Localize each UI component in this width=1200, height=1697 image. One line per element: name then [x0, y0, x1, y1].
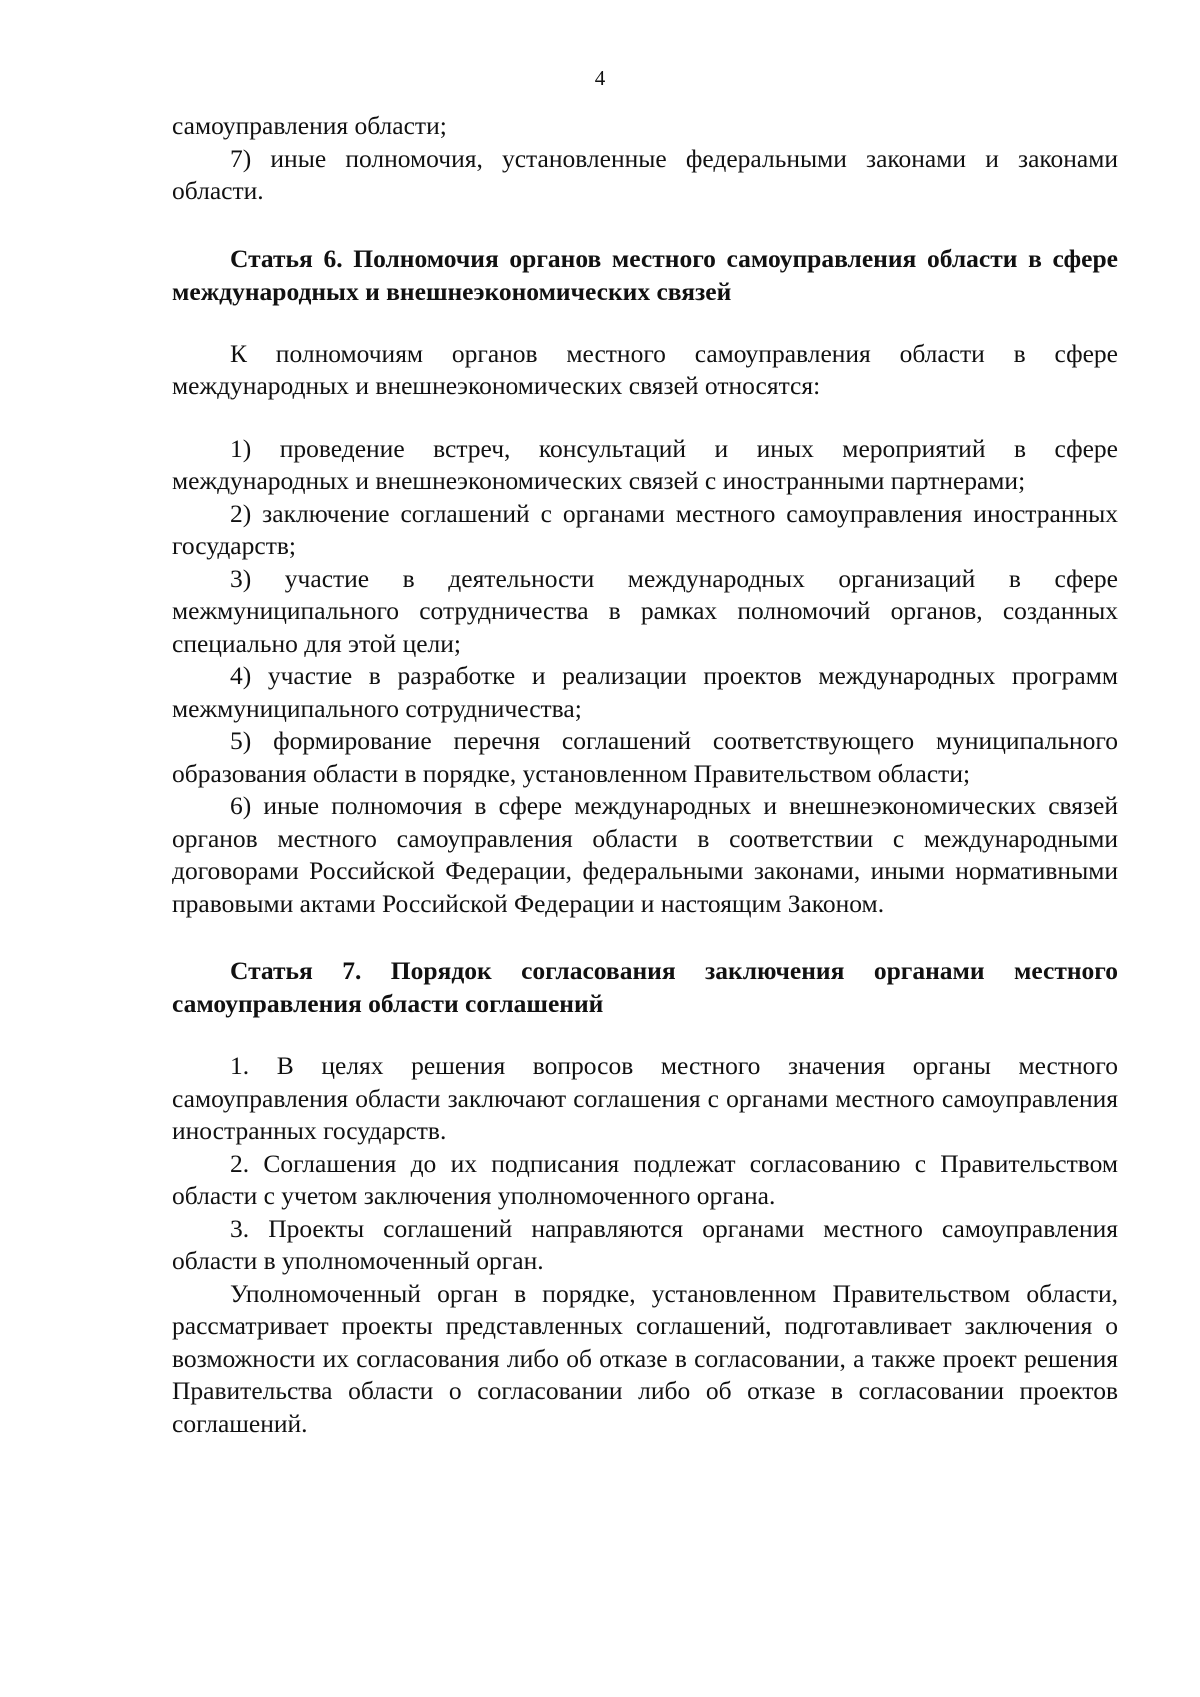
- article7-heading: Статья 7. Порядок согласования заключения органами местного самоуправления области соглашений: [172, 956, 1118, 1018]
- article6-item-2: 2) заключение соглашений с органами местного самоуправления иностранных государств;: [172, 498, 1118, 560]
- article6-heading: Статья 6. Полномочия органов местного самоуправления области в сфере международных и внешнеэкономических связей: [172, 243, 1118, 306]
- article7-paragraph-3: 3. Проекты соглашений направляются органами местного самоуправления области в уполномоченный орган.: [172, 1213, 1118, 1275]
- article5-continuation: самоуправления области;: [172, 111, 447, 140]
- article6-lead: К полномочиям органов местного самоуправления области в сфере международных и внешнеэкономических связей относятся:: [172, 338, 1118, 400]
- article6-item-6: 6) иные полномочия в сфере международных и внешнеэкономических связей органов местного самоуправления области в соответствии с международными договорами Российской Федерации, федеральными законами, иными нормативными правовыми актами Российской Федерации и настоящим Законом.: [172, 791, 1118, 918]
- article5-item-7: 7) иные полномочия, установленные федеральными законами и законами области.: [172, 143, 1118, 205]
- article7-paragraph-2: 2. Соглашения до их подписания подлежат согласованию с Правительством области с учетом заключения уполномоченного органа.: [172, 1148, 1118, 1210]
- article7-paragraph-4: Уполномоченный орган в порядке, установленном Правительством области, рассматривает проекты представленных соглашений, подготавливает заключения о возможности их согласования либо об отказе в согласовании, а также проект решения Правительства области о согласовании либо об отказе в согласовании проектов соглашений.: [172, 1278, 1118, 1438]
- article7-paragraph-1: 1. В целях решения вопросов местного значения органы местного самоуправления области заключают соглашения с органами местного самоуправления иностранных государств.: [172, 1051, 1118, 1145]
- document-body: [172, 110, 1118, 1440]
- article6-item-3: 3) участие в деятельности международных организаций в сфере межмуниципального сотрудничества в рамках полномочий органов, созданных специально для этой цели;: [172, 563, 1118, 658]
- article6-item-4: 4) участие в разработке и реализации проектов международных программ межмуниципального сотрудничества;: [172, 661, 1118, 723]
- article6-item-1: 1) проведение встреч, консультаций и иных мероприятий в сфере международных и внешнеэкономических связей с иностранными партнерами;: [172, 433, 1118, 495]
- page-number: 4: [594, 66, 606, 90]
- article6-item-5: 5) формирование перечня соглашений соответствующего муниципального образования области в порядке, установленном Правительством области;: [172, 726, 1118, 788]
